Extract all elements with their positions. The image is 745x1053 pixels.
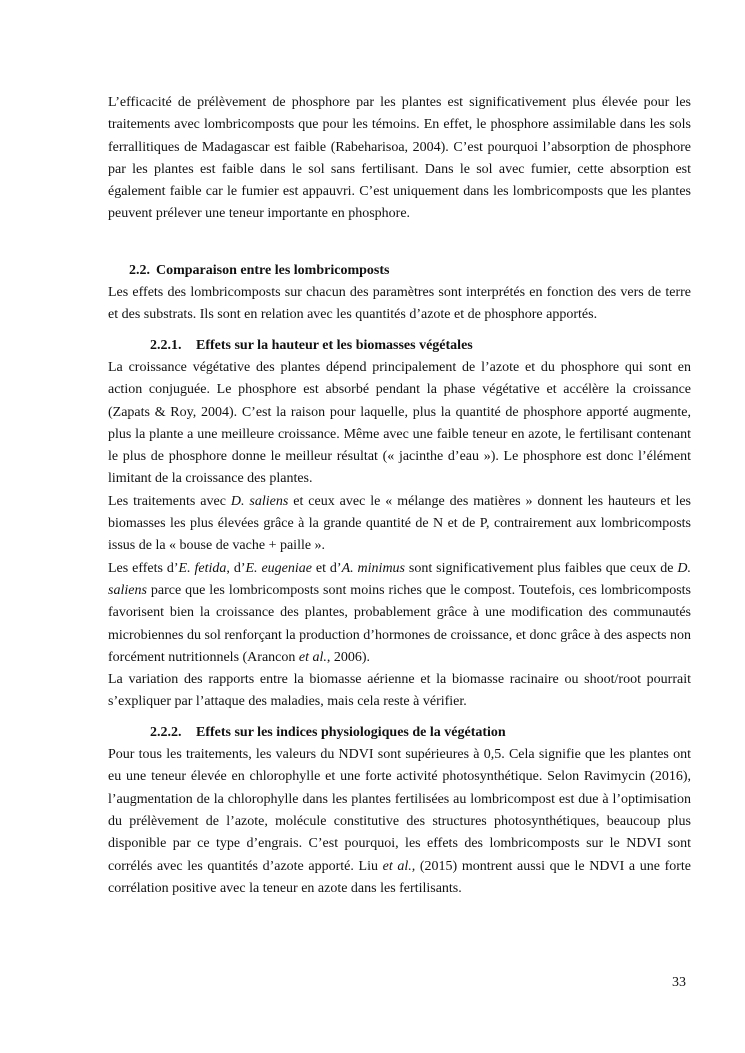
section-title: Effets sur les indices physiologiques de la végétation (196, 724, 506, 740)
section-heading-2-2 (108, 260, 691, 282)
species-name: E. eugeniae (245, 560, 312, 576)
section-title: Comparaison entre les lombricomposts (156, 262, 390, 278)
species-name: D. saliens (230, 493, 289, 509)
document-page (108, 92, 691, 900)
section-2-2-paragraph: Les effets des lombricomposts sur chacun des paramètres sont interprétés en fonction des vers de terre et des substrats. Ils sont en relation avec les quantités d’azote et de phosphore apportés. (108, 285, 691, 323)
section-heading-2-2-1 (108, 335, 691, 357)
paragraph-d-saliens-treatments: Les traitements avec D. saliens et ceux avec le « mélange des matières » donnent les hauteurs et les biomasses les plus élevées grâce à la grande quantité de N et de P, contrairement aux lombricomposts issus de la « bouse de vache + paille ». (108, 493, 691, 554)
page-number: 33 (672, 975, 686, 990)
section-number: 2.2.2. (150, 724, 182, 740)
paragraph-shoot-root: La variation des rapports entre la biomasse aérienne et la biomasse racinaire ou shoot/root pourrait s’expliquer par l’attaque des maladies, mais cela reste à vérifier. (108, 672, 691, 710)
paragraph-vegetative-growth: La croissance végétative des plantes dépend principalement de l’azote et du phosphore qui sont en action conjuguée. Le phosphore est absorbé pendant la phase végétative et accélère la croissance (Zapats & Roy, 2004). C’est la raison pour laquelle, plus la quantité de phosphore apporté augmente, plus la plante a une meilleure croissance. Même avec une faible teneur en azote, le fertilisant contenant le plus de phosphore donne le meilleur résultat (« jacinthe d’eau »). Le phosphore est donc l’élément limitant de la croissance des plantes. (108, 359, 691, 487)
intro-paragraph: L’efficacité de prélèvement de phosphore par les plantes est significativement plus élevée pour les traitements avec lombricomposts que pour les témoins. En effet, le phosphore assimilable dans les sols ferrallitiques de Madagascar est faible (Rabeharisoa, 2004). C’est pourquoi l’absorption de phosphore par les plantes est faible dans le sol sans fertilisant. Dans le sol avec fumier, cette absorption est également faible car le fumier est appauvri. C’est uniquement dans les lombricomposts que les plantes peuvent prélever une teneur importante en phosphore. (108, 95, 691, 222)
paragraph-other-species: Les effets d’E. fetida, d’E. eugeniae et d’A. minimus sont significativement plus faibles que ceux de D. saliens parce que les lombricomposts sont moins riches que le compost. Toutefois, ces lombricomposts favorisent bien la croissance des plantes, probablement grâce à une modification des communautés microbiennes du sol renforçant la production d’hormones de croissance, et donc grâce à des aspects non forcément nutritionnels (Arancon et al., 2006). (108, 560, 692, 665)
citation-et-al: et al. (298, 649, 327, 665)
species-name: A. minimus (341, 560, 406, 576)
paragraph-ndvi: Pour tous les traitements, les valeurs du NDVI sont supérieures à 0,5. Cela signifie que les plantes ont eu une teneur élevée en chlorophylle et une forte activité photosynthétique. Selon Ravimycin (2016), l’augmentation de la chlorophylle dans les plantes fertilisées au lombricompost est due à l’optimisation du prélèvement de l’azote, molécule constitutive des structures photosynthétiques, beaucoup plus disponible par ce type d’engrais. C’est pourquoi, les effets des lombricomposts sur le NDVI sont corrélés avec les quantités d’azote apporté. Liu et al., (2015) montrent aussi que le NDVI a une forte corrélation positive avec la teneur en azote dans les fertilisants. (108, 747, 692, 896)
citation-et-al: et al., (382, 858, 416, 874)
section-title: Effets sur la hauteur et les biomasses végétales (196, 337, 473, 353)
section-number: 2.2.1. (150, 337, 182, 353)
species-name: D. saliens (108, 560, 692, 598)
section-heading-2-2-2 (108, 722, 691, 744)
section-number: 2.2. (129, 262, 150, 278)
species-name: E. fetida (178, 560, 227, 576)
